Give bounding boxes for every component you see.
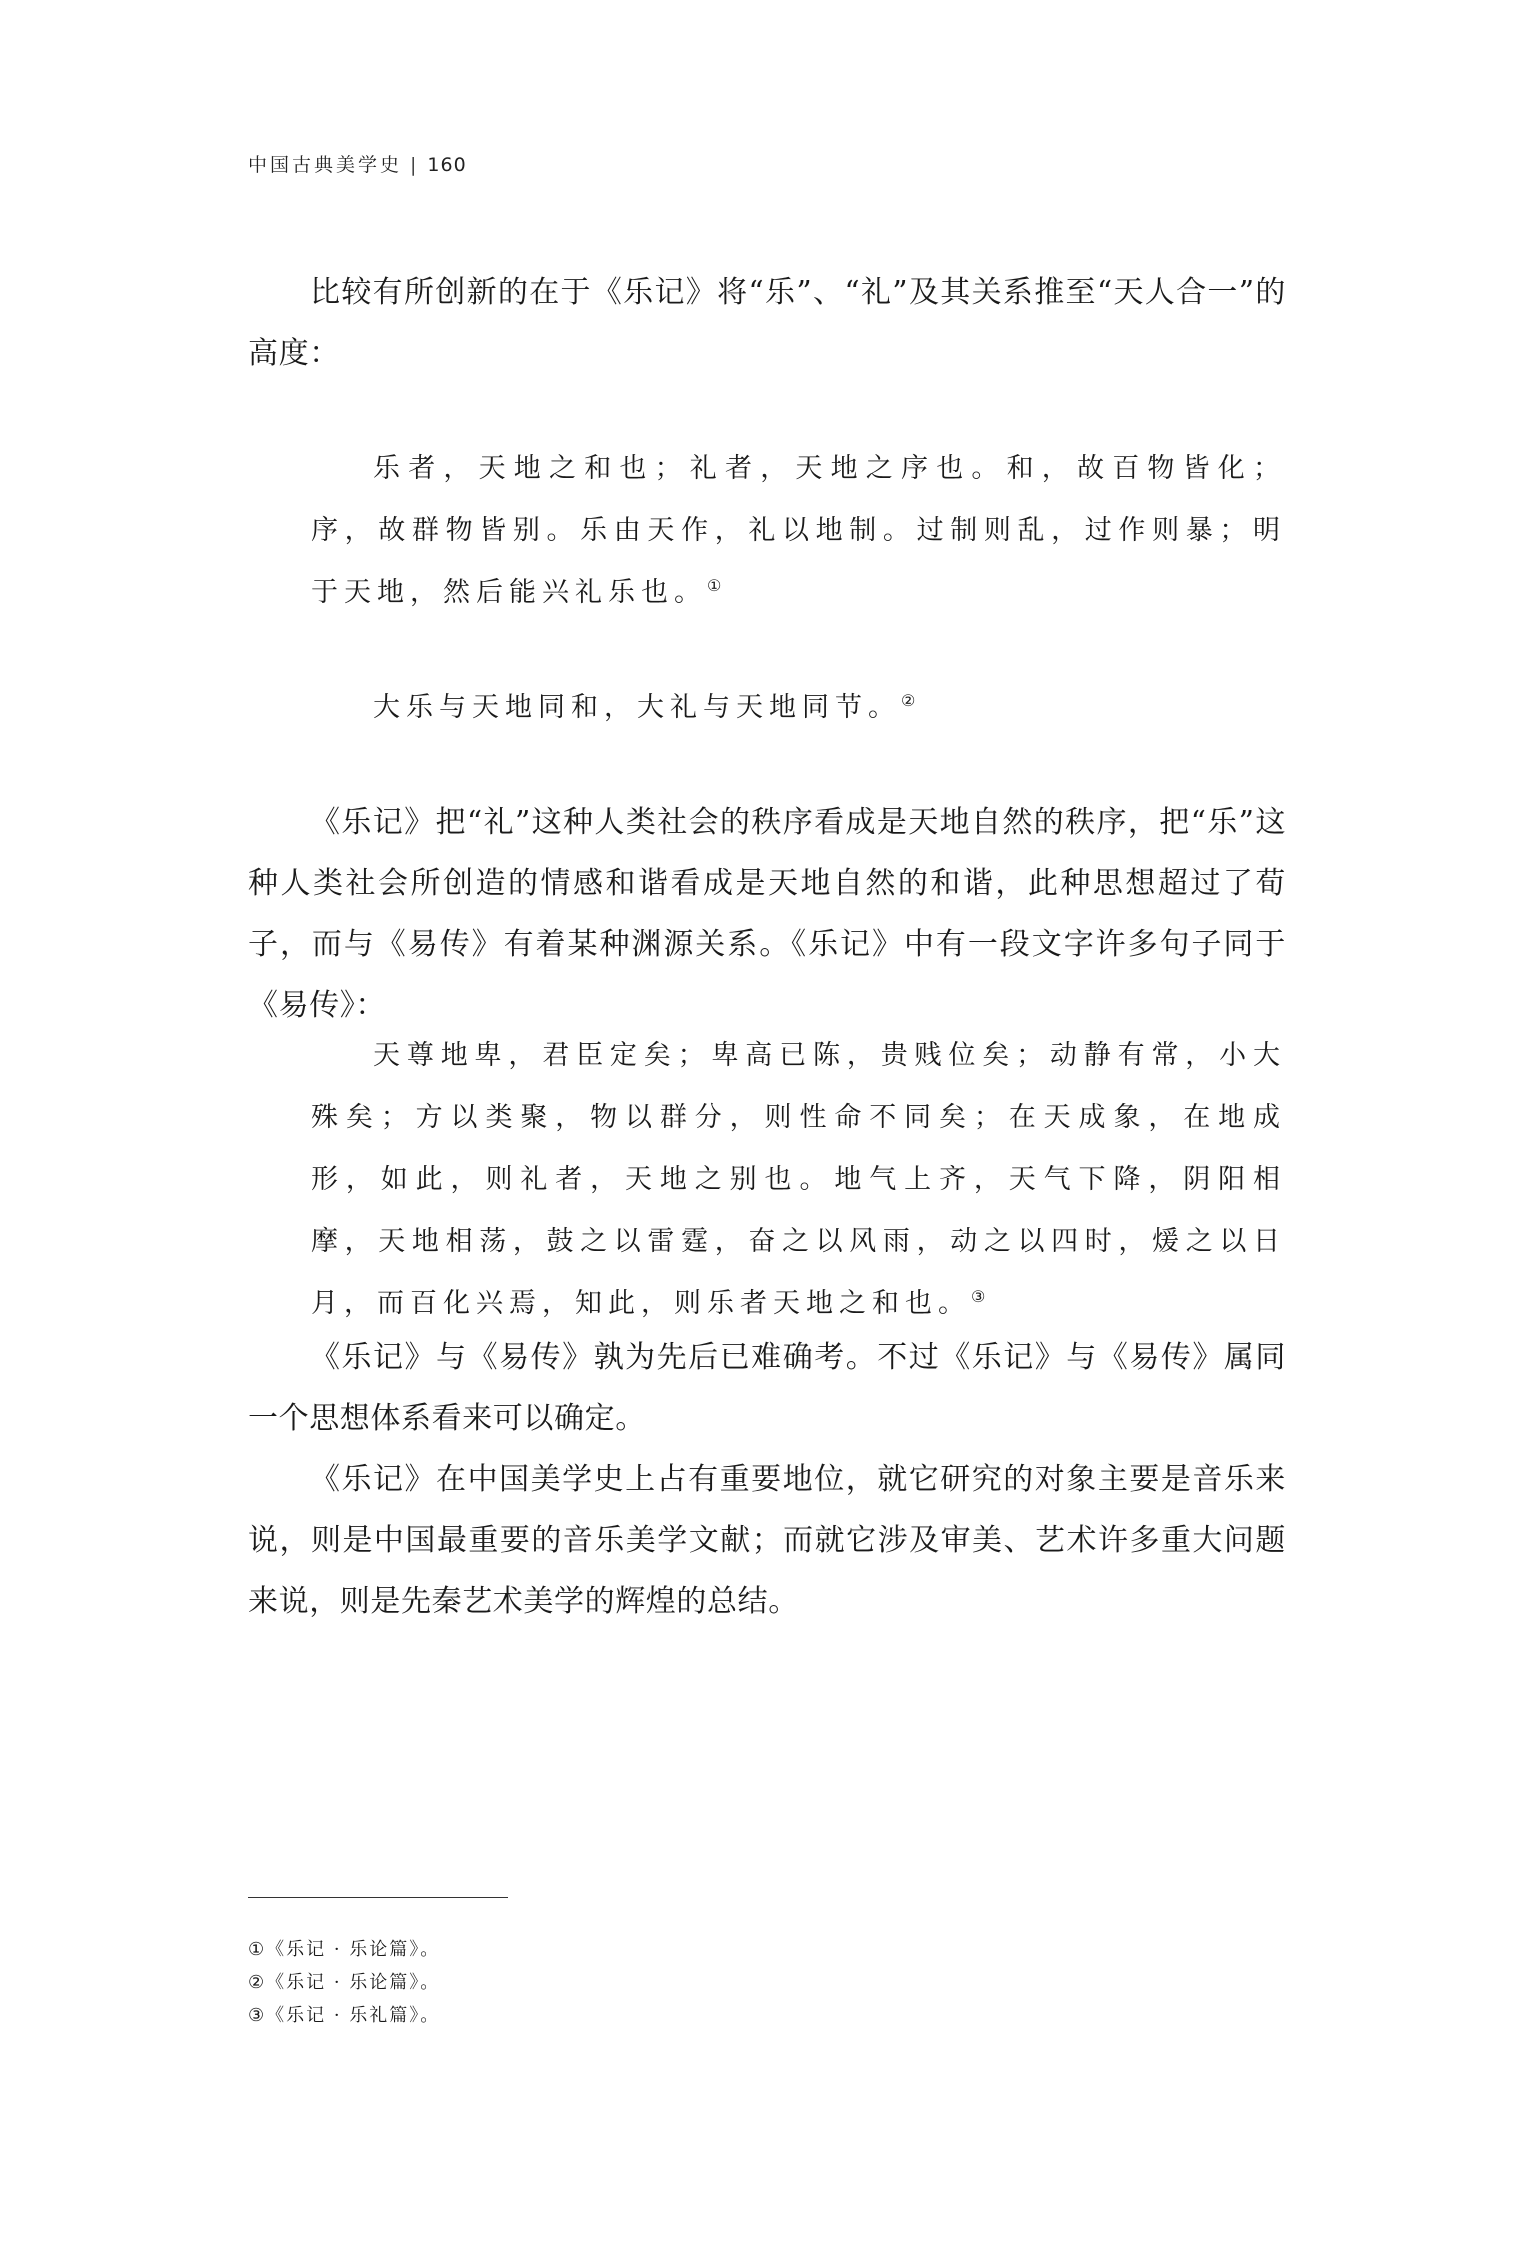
footnote-item bbox=[248, 1933, 440, 1966]
running-header bbox=[248, 150, 467, 177]
quotation-3 bbox=[311, 1025, 1286, 1335]
footnote-mark: ③ bbox=[248, 2005, 265, 2026]
paragraph-dating bbox=[248, 1327, 1286, 1449]
footnote-text: 《乐记 · 乐礼篇》。 bbox=[266, 2005, 441, 2026]
paragraph-intro bbox=[248, 262, 1286, 384]
footnote-ref-3[interactable]: ③ bbox=[971, 1287, 986, 1306]
paragraph-significance-text: 《乐记》在中国美学史上占有重要地位，就它研究的对象主要是音乐来说，则是中国最重要的音乐美学文献；而就它涉及审美、艺术许多重大问题来说，则是先秦艺术美学的辉煌的总结。 bbox=[248, 1462, 1286, 1619]
paragraph-yijing bbox=[248, 792, 1286, 1036]
paragraph-dating-text: 《乐记》与《易传》孰为先后已难确考。不过《乐记》与《易传》属同一个思想体系看来可以确定。 bbox=[248, 1340, 1286, 1436]
footnote-item bbox=[248, 1999, 440, 2032]
header-separator: | bbox=[410, 154, 420, 176]
footnotes bbox=[248, 1933, 440, 2032]
page-number: 160 bbox=[427, 154, 467, 176]
footnote-divider bbox=[248, 1897, 508, 1898]
footnote-text: 《乐记 · 乐论篇》。 bbox=[266, 1939, 441, 1960]
quotation-2-text: 大乐与天地同和，大礼与天地同节。 bbox=[373, 692, 901, 723]
footnote-mark: ① bbox=[248, 1939, 265, 1960]
footnote-mark: ② bbox=[248, 1972, 265, 1993]
quotation-3-text: 天尊地卑，君臣定矣；卑高已陈，贵贱位矣；动静有常，小大殊矣；方以类聚，物以群分，则性命不同矣；在天成象，在地成形，如此，则礼者，天地之别也。地气上齐，天气下降，阴阳相摩，天地相荡，鼓之以雷霆，奋之以风雨，动之以四时，煖之以日月，而百化兴焉，知此，则乐者天地之和也。 bbox=[311, 1040, 1286, 1319]
quotation-2 bbox=[311, 677, 1286, 739]
paragraph-intro-text: 比较有所创新的在于《乐记》将“乐”、“礼”及其关系推至“天人合一”的高度： bbox=[248, 275, 1286, 371]
quotation-1 bbox=[311, 438, 1286, 624]
footnote-ref-1[interactable]: ① bbox=[707, 576, 722, 595]
paragraph-yijing-text: 《乐记》把“礼”这种人类社会的秩序看成是天地自然的秩序，把“乐”这种人类社会所创造的情感和谐看成是天地自然的和谐，此种思想超过了荀子，而与《易传》有着某种渊源关系。《乐记》中有一段文字许多句子同于《易传》： bbox=[248, 805, 1286, 1023]
quotation-1-text: 乐者，天地之和也；礼者，天地之序也。和，故百物皆化；序，故群物皆别。乐由天作，礼以地制。过制则乱，过作则暴；明于天地，然后能兴礼乐也。 bbox=[311, 453, 1286, 608]
footnote-ref-2[interactable]: ② bbox=[901, 691, 916, 710]
book-title: 中国古典美学史 bbox=[248, 154, 403, 176]
footnote-item bbox=[248, 1966, 440, 1999]
footnote-text: 《乐记 · 乐论篇》。 bbox=[266, 1972, 441, 1993]
paragraph-significance bbox=[248, 1449, 1286, 1632]
